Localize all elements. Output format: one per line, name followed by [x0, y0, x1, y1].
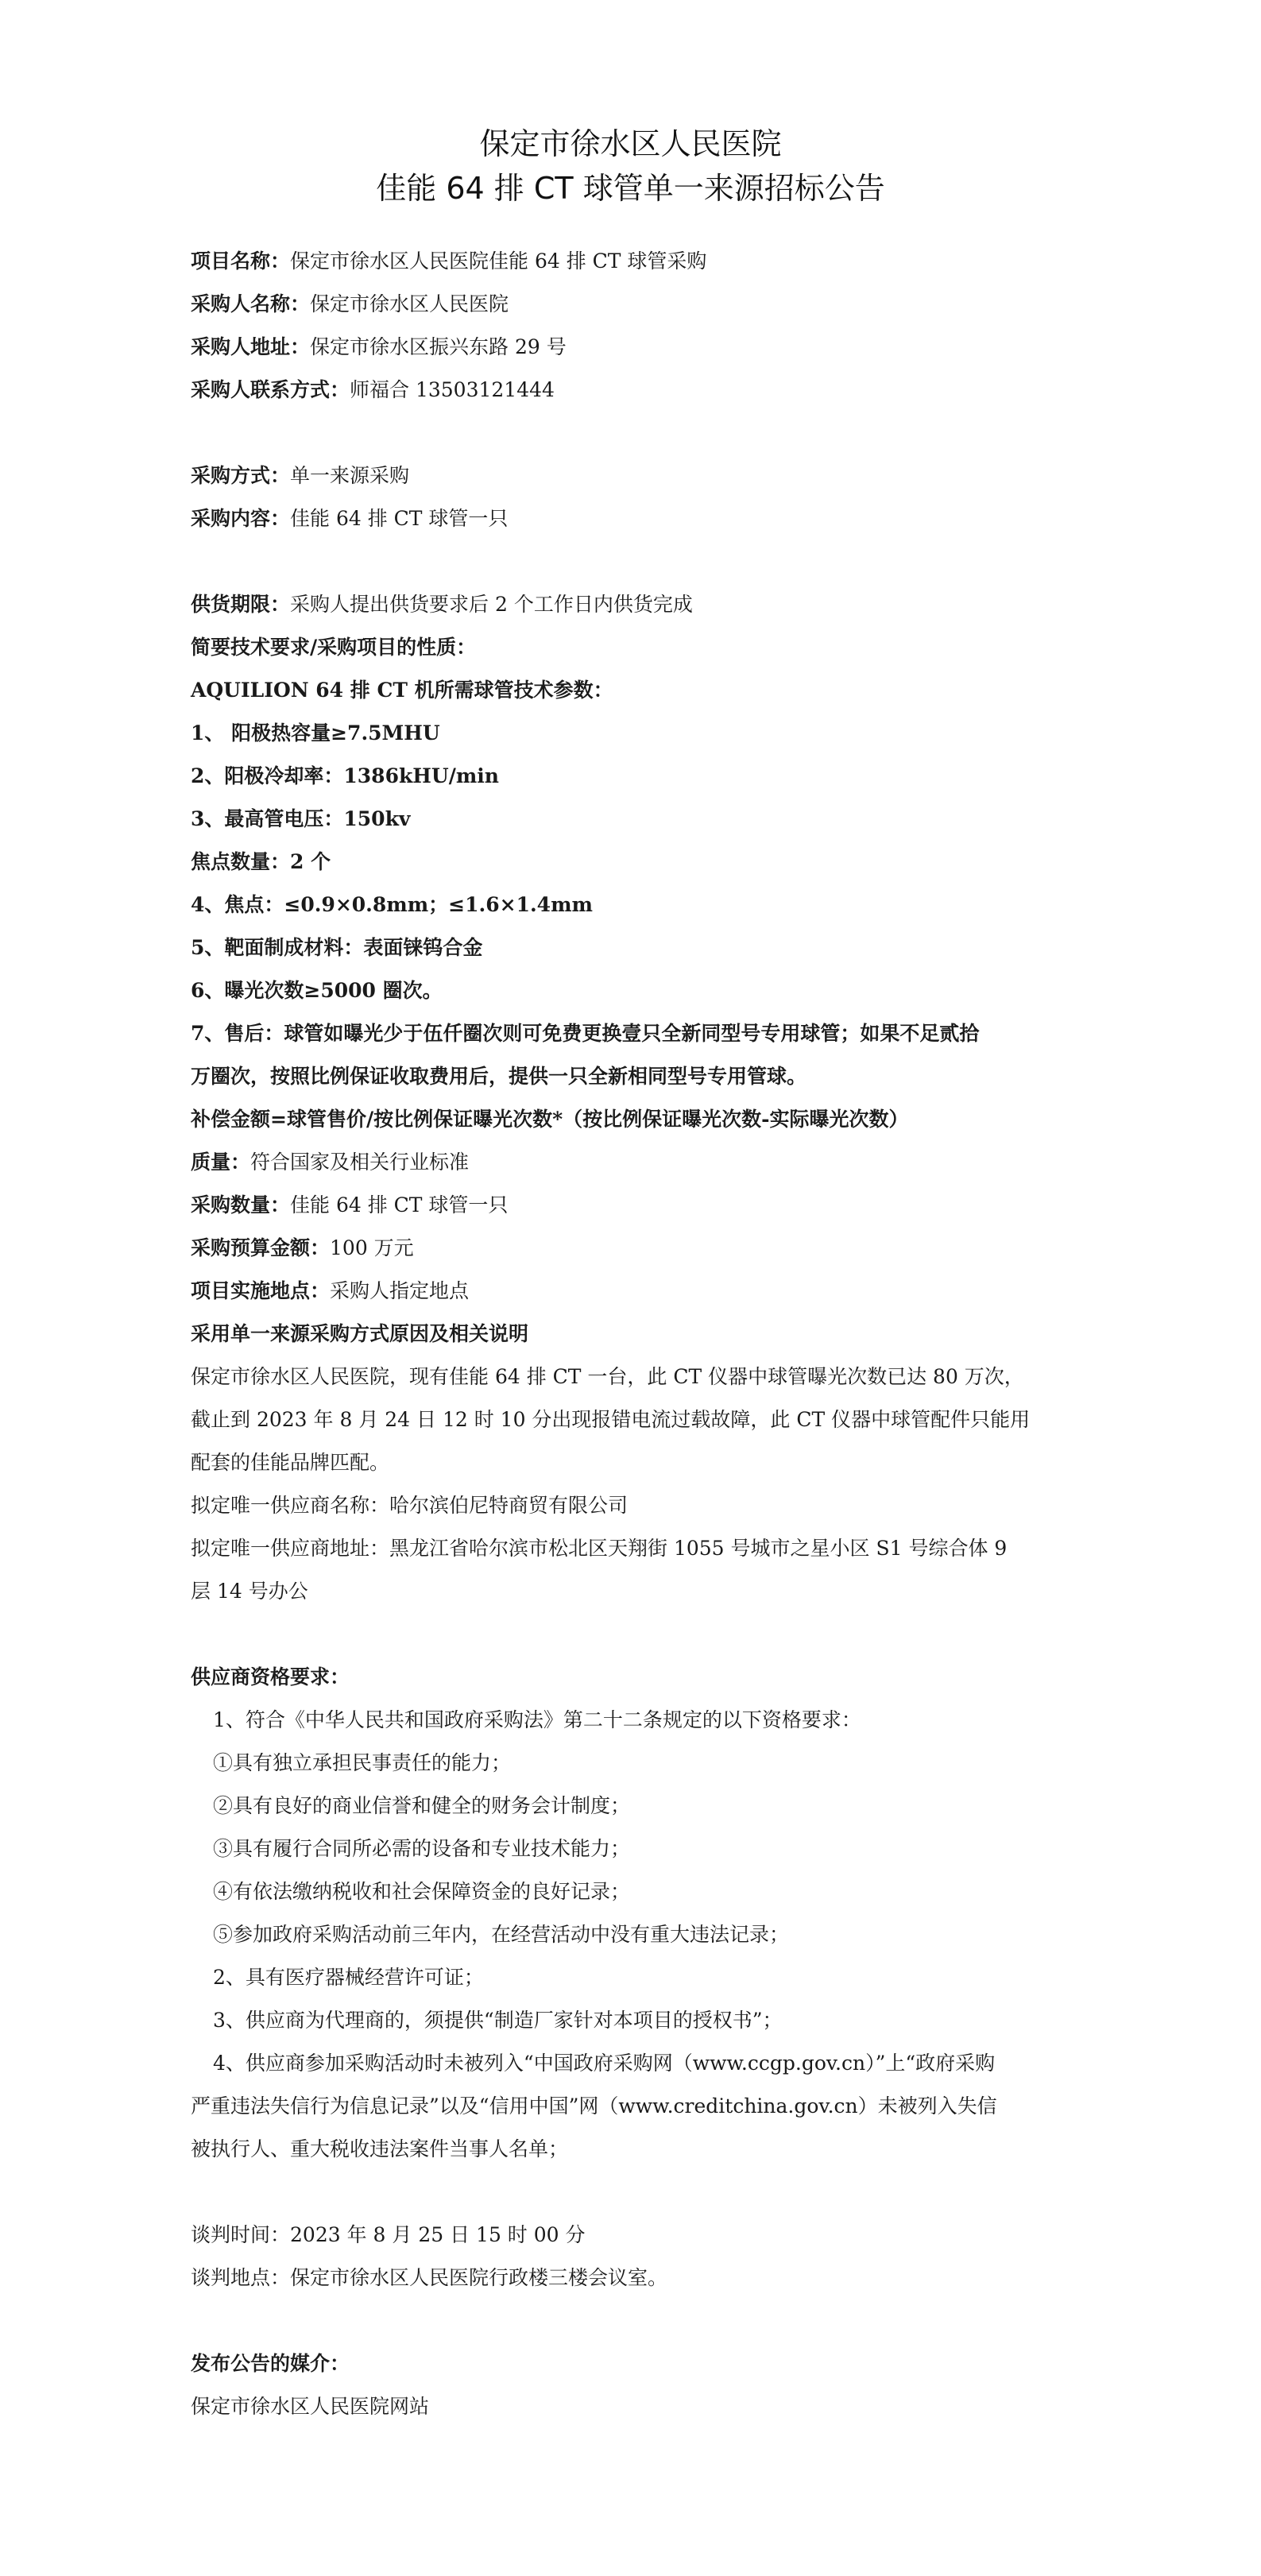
qualification-item-4-line3: 被执行人、重大税收违法案件当事人名单； — [191, 2137, 569, 2160]
single-source-reason-heading: 采用单一来源采购方式原因及相关说明 — [191, 1322, 529, 1345]
budget-value: 100 万元 — [330, 1236, 414, 1259]
after-sales-line1: 7、售后：球管如曝光少于伍仟圈次则可免费更换壹只全新同型号专用球管；如果不足贰拾 — [191, 1022, 980, 1045]
compensation-formula: 补偿金额=球管售价/按比例保证曝光次数*（按比例保证曝光次数-实际曝光次数） — [191, 1108, 909, 1131]
site-value: 采购人指定地点 — [330, 1279, 470, 1302]
buyer-contact-row — [191, 377, 1081, 404]
procurement-content-row — [191, 505, 1081, 532]
after-sales-line2: 万圈次，按照比例保证收取费用后，提供一只全新相同型号专用管球。 — [191, 1065, 807, 1088]
negotiation-time-row — [191, 2222, 1081, 2249]
qualification-item-2: 2、具有医疗器械经营许可证； — [213, 1966, 484, 1989]
project-name-value: 保定市徐水区人民医院佳能 64 排 CT 球管采购 — [290, 249, 707, 273]
supplier-name-value: 哈尔滨伯尼特商贸有限公司 — [389, 1494, 629, 1517]
delivery-row — [191, 591, 1081, 618]
qualification-item-4-line2: 严重违法失信行为信息记录”以及“信用中国”网（www.creditchina.gov.cn）未被列入失信 — [191, 2094, 997, 2118]
quality-label: 质量： — [191, 1151, 251, 1174]
param-heat-capacity: 1、 阳极热容量≥7.5MHU — [191, 721, 440, 745]
budget-label: 采购预算金额： — [191, 1236, 331, 1259]
procurement-content-value: 佳能 64 排 CT 球管一只 — [290, 507, 509, 530]
site-row — [191, 1278, 1081, 1305]
negotiation-time-value: 2023 年 8 月 25 日 15 时 00 分 — [290, 2223, 586, 2246]
reason-line2: 截止到 2023 年 8 月 24 日 12 时 10 分出现报错电流过载故障，此 CT 仪器中球管配件只能用 — [191, 1408, 1031, 1431]
procurement-method-label: 采购方式： — [191, 464, 291, 487]
title-announcement: 佳能 64 排 CT 球管单一来源招标公告 — [376, 171, 885, 206]
qualification-clause-1: ①具有独立承担民事责任的能力； — [213, 1751, 512, 1774]
quantity-label: 采购数量： — [191, 1193, 291, 1216]
buyer-address-row — [191, 334, 1081, 361]
param-target-material: 5、靶面制成材料：表面铼钨合金 — [191, 936, 483, 959]
delivery-label: 供货期限： — [191, 593, 291, 616]
procurement-method-row — [191, 462, 1081, 489]
quality-value: 符合国家及相关行业标准 — [250, 1151, 470, 1174]
param-focus-count: 焦点数量：2 个 — [191, 850, 331, 873]
negotiation-place-row — [191, 2265, 1081, 2292]
negotiation-place-label: 谈判地点： — [191, 2266, 291, 2289]
supplier-address-row — [191, 1535, 1081, 1562]
param-focus-size: 4、焦点：≤0.9×0.8mm；≤1.6×1.4mm — [191, 893, 593, 916]
reason-line1: 保定市徐水区人民医院，现有佳能 64 排 CT 一台，此 CT 仪器中球管曝光次数已达 80 万次， — [191, 1365, 1024, 1388]
qualification-clause-2: ②具有良好的商业信誉和健全的财务会计制度； — [213, 1794, 631, 1817]
param-max-voltage: 3、最高管电压：150kv — [191, 807, 411, 830]
project-name-row — [191, 248, 1081, 275]
buyer-contact-label: 采购人联系方式： — [191, 378, 350, 401]
qualification-item-4-line1: 4、供应商参加采购活动时未被列入“中国政府采购网（www.ccgp.gov.cn）”上“政府采购 — [213, 2052, 996, 2075]
quantity-row — [191, 1192, 1081, 1219]
site-label: 项目实施地点： — [191, 1279, 331, 1302]
buyer-address-value: 保定市徐水区振兴东路 29 号 — [310, 335, 567, 358]
supplier-address-line2: 层 14 号办公 — [191, 1580, 308, 1603]
tech-requirements-heading: 简要技术要求/采购项目的性质： — [191, 636, 477, 659]
buyer-name-label: 采购人名称： — [191, 292, 311, 315]
negotiation-time-label: 谈判时间： — [191, 2223, 291, 2246]
reason-line3: 配套的佳能品牌匹配。 — [191, 1451, 390, 1474]
quantity-value: 佳能 64 排 CT 球管一只 — [290, 1193, 509, 1216]
delivery-value: 采购人提出供货要求后 2 个工作日内供货完成 — [290, 593, 693, 616]
negotiation-place-value: 保定市徐水区人民医院行政楼三楼会议室。 — [290, 2266, 668, 2289]
quality-row — [191, 1149, 1081, 1176]
supplier-name-label: 拟定唯一供应商名称： — [191, 1494, 390, 1517]
title-hospital: 保定市徐水区人民医院 — [479, 126, 782, 161]
qualification-item-3: 3、供应商为代理商的，须提供“制造厂家针对本项目的授权书”； — [213, 2009, 783, 2032]
supplier-address-label: 拟定唯一供应商地址： — [191, 1537, 390, 1560]
supplier-address-value: 黑龙江省哈尔滨市松北区天翔街 1055 号城市之星小区 S1 号综合体 9 — [389, 1537, 1008, 1560]
procurement-content-label: 采购内容： — [191, 507, 291, 530]
project-name-label: 项目名称： — [191, 249, 291, 273]
budget-row — [191, 1235, 1081, 1262]
qualification-heading: 供应商资格要求： — [191, 1665, 350, 1688]
buyer-contact-value: 师福合 13503121444 — [350, 378, 555, 401]
supplier-name-row — [191, 1492, 1081, 1519]
buyer-address-label: 采购人地址： — [191, 335, 311, 358]
qualification-clause-4: ④有依法缴纳税收和社会保障资金的良好记录； — [213, 1880, 631, 1903]
media-site: 保定市徐水区人民医院网站 — [191, 2395, 430, 2418]
buyer-name-value: 保定市徐水区人民医院 — [310, 292, 509, 315]
param-cooling-rate: 2、阳极冷却率：1386kHU/min — [191, 764, 499, 787]
qualification-item-1: 1、符合《中华人民共和国政府采购法》第二十二条规定的以下资格要求： — [213, 1708, 861, 1731]
buyer-name-row — [191, 291, 1081, 318]
param-exposure-count: 6、曝光次数≥5000 圈次。 — [191, 979, 443, 1002]
media-heading: 发布公告的媒介： — [191, 2352, 350, 2375]
tube-params-heading: AQUILION 64 排 CT 机所需球管技术参数： — [191, 679, 613, 702]
qualification-clause-3: ③具有履行合同所必需的设备和专业技术能力； — [213, 1837, 631, 1860]
qualification-clause-5: ⑤参加政府采购活动前三年内，在经营活动中没有重大违法记录； — [213, 1923, 790, 1946]
procurement-method-value: 单一来源采购 — [290, 464, 410, 487]
